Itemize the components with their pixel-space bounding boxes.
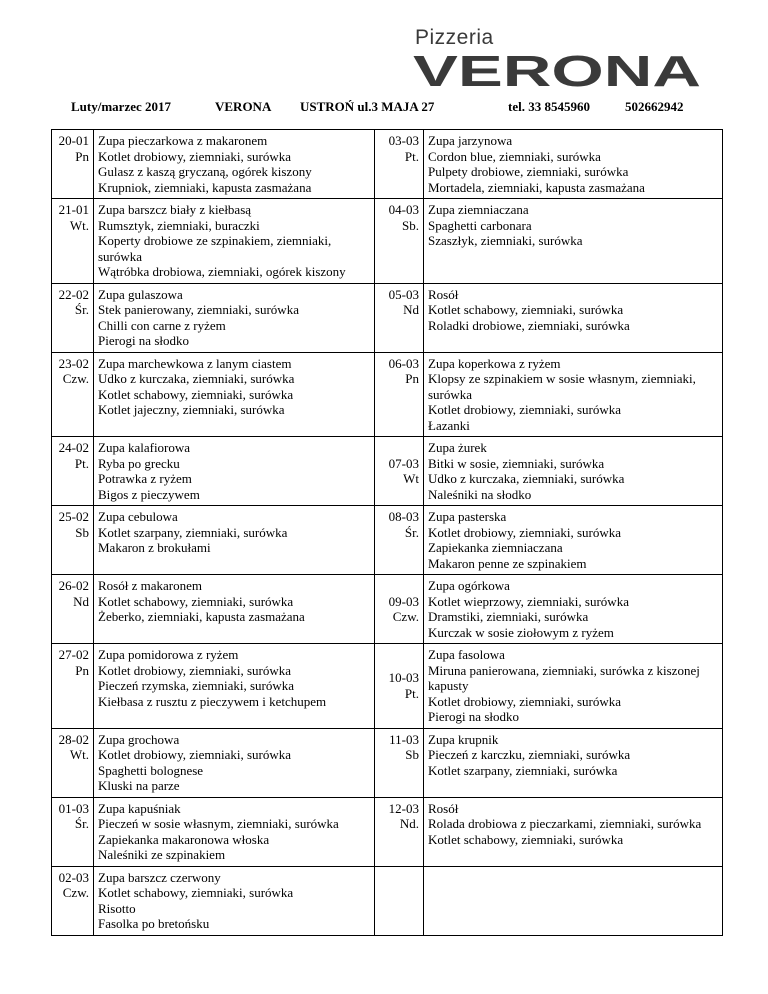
date-label: 09-03 (388, 593, 419, 609)
date-label: 11-03 (389, 731, 419, 747)
meal-item: Kotlet schabowy, ziemniaki, surówka (428, 831, 624, 847)
meal-item: Kotlet wieprzowy, ziemniaki, surówka (428, 593, 629, 609)
meal-item: Fasolka po bretońsku (98, 916, 210, 931)
meal-item: Zupa marchewkowa z lanym ciastem (98, 355, 292, 371)
meal-item: Kiełbasa z rusztu z pieczywem i ketchupem (98, 693, 327, 709)
logo-big-text: VERONA (413, 50, 701, 92)
weekday-label: Nd. (399, 816, 419, 831)
weekday-label: Śr. (74, 302, 89, 317)
pizzeria-logo (413, 26, 703, 94)
meal-item: Zupa pasterska (428, 509, 507, 524)
table-row (52, 866, 723, 935)
menu-header (0, 99, 768, 119)
meal-item: Naleśniki na słodko (428, 486, 532, 502)
weekday-label: Nd (403, 302, 419, 317)
meal-item: Makaron penne ze szpinakiem (428, 555, 587, 571)
weekday-label: Czw. (62, 885, 89, 900)
meals-cell (94, 866, 375, 935)
meal-item: Udko z kurczaka, ziemniaki, surówka (428, 471, 625, 486)
date-label: 22-02 (58, 286, 89, 302)
meal-item: Makaron z brokułami (98, 540, 211, 555)
date-cell (52, 644, 94, 729)
header-name: VERONA (215, 99, 272, 114)
meal-item: Naleśniki ze szpinakiem (98, 847, 226, 862)
meals-cell (424, 130, 723, 199)
meal-item: Potrawka z ryżem (98, 471, 192, 486)
weekday-label: Czw. (392, 609, 419, 624)
date-label: 05-03 (388, 286, 419, 302)
meal-item: Kotlet schabowy, ziemniaki, surówka (428, 302, 624, 317)
meal-item: Kotlet drobiowy, ziemniaki, surówka (428, 693, 622, 709)
weekday-label: Pn (75, 148, 89, 164)
meal-item: Zupa barszcz czerwony (98, 869, 221, 885)
weekday-label: Wt. (69, 747, 89, 762)
meals-cell (424, 866, 723, 935)
meals-cell (424, 352, 723, 437)
meal-item: Żeberko, ziemniaki, kapusta zasmażana (98, 609, 305, 624)
date-cell (52, 352, 94, 437)
meal-item: Zupa kapuśniak (98, 800, 181, 816)
meal-item: Kurczak w sosie ziołowym z ryżem (428, 624, 614, 640)
logo-small-text: Pizzeria (415, 26, 494, 49)
meal-item: Kluski na parze (98, 778, 180, 793)
meal-item: Zupa pieczarkowa z makaronem (98, 133, 268, 148)
table-row (52, 199, 723, 284)
meal-item: Kotlet szarpany, ziemniaki, surówka (98, 524, 288, 540)
table-row (52, 728, 723, 797)
date-label: 27-02 (58, 647, 89, 662)
weekday-label: Czw. (62, 371, 89, 386)
date-cell (375, 352, 424, 437)
meal-item: Kotlet drobiowy, ziemniaki, surówka (428, 524, 622, 540)
meal-item: Rosół z makaronem (98, 578, 202, 593)
table-row (52, 506, 723, 575)
header-phone: tel. 33 8545960 (508, 99, 590, 114)
meal-item: Spaghetti bolognese (98, 762, 204, 778)
meal-item: Roladki drobiowe, ziemniaki, surówka (428, 317, 630, 333)
meal-item: Kotlet schabowy, ziemniaki, surówka (98, 386, 294, 402)
weekday-label: Wt (403, 471, 419, 486)
date-label: 12-03 (388, 800, 419, 816)
date-cell (52, 506, 94, 575)
meal-item: Zupa koperkowa z ryżem (428, 355, 561, 371)
table-row (52, 797, 723, 866)
date-cell (375, 130, 424, 199)
table-row (52, 575, 723, 644)
meal-item: Ryba po grecku (98, 455, 180, 471)
table-row (52, 644, 723, 729)
meal-item: Rolada drobiowa z pieczarkami, ziemniaki, surówka (428, 816, 702, 831)
date-cell (52, 797, 94, 866)
meal-item: Rumsztyk, ziemniaki, buraczki (98, 217, 260, 233)
meal-item: Pulpety drobiowe, ziemniaki, surówka (428, 164, 629, 179)
table-row (52, 352, 723, 437)
weekday-label: Pt. (404, 148, 419, 164)
logo-verona-wordmark (413, 50, 703, 92)
meal-item: Kotlet drobiowy, ziemniaki, surówka (428, 402, 622, 417)
meal-item: Udko z kurczaka, ziemniaki, surówka (98, 371, 295, 386)
meals-cell (94, 575, 375, 644)
meal-item: Pierogi na słodko (98, 333, 189, 348)
meals-cell (94, 728, 375, 797)
meals-cell (424, 506, 723, 575)
meal-item: Krupniok, ziemniaki, kapusta zasmażana (98, 179, 312, 195)
weekday-label: Pt. (74, 455, 89, 471)
meal-item: Zupa gulaszowa (98, 286, 183, 302)
meal-item: Zapiekanka makaronowa włoska (98, 831, 270, 847)
meal-item: Zupa żurek (428, 440, 487, 455)
meal-item: Stek panierowany, ziemniaki, surówka (98, 302, 299, 317)
date-label: 24-02 (58, 440, 89, 455)
meal-item: Bitki w sosie, ziemniaki, surówka (428, 455, 605, 471)
date-cell (375, 199, 424, 284)
date-label: 25-02 (58, 509, 89, 524)
meal-item: Klopsy ze szpinakiem w sosie własnym, ziemniaki, surówka (428, 371, 696, 402)
meal-item: Gulasz z kaszą gryczaną, ogórek kiszony (98, 164, 312, 179)
meal-item: Zupa ziemniaczana (428, 202, 529, 217)
meal-item: Rosół (428, 286, 459, 302)
date-cell (52, 728, 94, 797)
date-label: 21-01 (58, 202, 89, 217)
meal-item: Mortadela, ziemniaki, kapusta zasmażana (428, 179, 645, 195)
meal-item: Pierogi na słodko (428, 709, 519, 724)
weekday-label: Pt. (404, 685, 419, 701)
meals-cell (94, 130, 375, 199)
meals-cell (94, 352, 375, 437)
meal-item: Wątróbka drobiowa, ziemniaki, ogórek kiszony (98, 264, 346, 279)
meal-item: Kotlet drobiowy, ziemniaki, surówka (98, 747, 292, 762)
meal-item: Dramstiki, ziemniaki, surówka (428, 609, 589, 624)
date-label: 28-02 (58, 731, 89, 747)
meal-item: Szaszłyk, ziemniaki, surówka (428, 233, 583, 248)
date-cell (375, 575, 424, 644)
date-cell (375, 728, 424, 797)
date-cell (375, 437, 424, 506)
meal-item: Zupa barszcz biały z kiełbasą (98, 202, 252, 217)
weekday-label: Sb. (402, 217, 419, 233)
date-label: 02-03 (58, 869, 89, 885)
meal-item: Koperty drobiowe ze szpinakiem, ziemniaki, surówka (98, 233, 332, 264)
date-label: 23-02 (58, 355, 89, 371)
meal-item: Pieczeń w sosie własnym, ziemniaki, surówka (98, 816, 339, 831)
meal-item: Kotlet drobiowy, ziemniaki, surówka (98, 662, 292, 678)
header-phone-2: 502662942 (625, 99, 684, 114)
date-label: 20-01 (58, 133, 89, 148)
meals-cell (94, 283, 375, 352)
table-row (52, 283, 723, 352)
date-cell (52, 866, 94, 935)
date-cell (52, 575, 94, 644)
meal-item: Risotto (98, 900, 136, 916)
meals-cell (94, 506, 375, 575)
meal-item: Kotlet schabowy, ziemniaki, surówka (98, 885, 294, 900)
meals-cell (424, 797, 723, 866)
meals-cell (424, 199, 723, 284)
table-row (52, 130, 723, 199)
weekday-label: Pn (405, 371, 419, 386)
date-label: 10-03 (388, 670, 419, 686)
meals-cell (94, 644, 375, 729)
meal-item: Cordon blue, ziemniaki, surówka (428, 148, 601, 164)
date-cell (52, 437, 94, 506)
meal-item: Zupa kalafiorowa (98, 440, 191, 455)
meal-item: Kotlet jajeczny, ziemniaki, surówka (98, 402, 285, 417)
header-address: USTROŃ ul.3 MAJA 27 (300, 99, 435, 114)
date-cell (52, 130, 94, 199)
meal-item: Bigos z pieczywem (98, 486, 200, 502)
date-label: 07-03 (388, 455, 419, 471)
lunch-menu-table (51, 129, 723, 936)
date-cell (375, 506, 424, 575)
meal-item: Pieczeń rzymska, ziemniaki, surówka (98, 678, 295, 693)
date-cell (375, 797, 424, 866)
meal-item: Miruna panierowana, ziemniaki, surówka z kiszonej kapusty (428, 662, 700, 693)
weekday-label: Sb (75, 524, 89, 540)
meal-item: Zupa jarzynowa (428, 133, 513, 148)
weekday-label: Śr. (74, 816, 89, 831)
meals-cell (424, 575, 723, 644)
meals-cell (94, 199, 375, 284)
weekday-label: Sb (405, 747, 419, 762)
meal-item: Pieczeń z karczku, ziemniaki, surówka (428, 747, 631, 762)
meals-cell (94, 797, 375, 866)
date-label: 01-03 (58, 800, 89, 816)
date-cell (375, 283, 424, 352)
date-cell (52, 199, 94, 284)
meals-cell (424, 728, 723, 797)
date-label: 26-02 (58, 578, 89, 593)
meal-item: Zupa krupnik (428, 731, 499, 747)
meal-item: Kotlet schabowy, ziemniaki, surówka (98, 593, 294, 609)
meal-item: Kotlet drobiowy, ziemniaki, surówka (98, 148, 292, 164)
meal-item: Chilli con carne z ryżem (98, 317, 226, 333)
weekday-label: Wt. (69, 217, 89, 233)
date-cell (52, 283, 94, 352)
date-label: 06-03 (388, 355, 419, 371)
weekday-label: Nd (73, 593, 89, 609)
meal-item: Spaghetti carbonara (428, 217, 532, 233)
meals-cell (424, 283, 723, 352)
meal-item: Zupa pomidorowa z ryżem (98, 647, 239, 662)
meal-item: Łazanki (428, 417, 470, 433)
date-cell (375, 866, 424, 935)
header-period: Luty/marzec 2017 (71, 99, 172, 114)
weekday-label: Pn (75, 662, 89, 678)
date-label: 03-03 (388, 133, 419, 148)
meals-cell (424, 644, 723, 729)
meal-item: Zupa fasolowa (428, 647, 505, 662)
meals-cell (424, 437, 723, 506)
table-row (52, 437, 723, 506)
meal-item: Zupa ogórkowa (428, 578, 510, 593)
meals-cell (94, 437, 375, 506)
meal-item: Zupa cebulowa (98, 509, 178, 524)
date-label: 08-03 (388, 509, 419, 524)
date-label: 04-03 (388, 202, 419, 217)
weekday-label: Śr. (404, 524, 419, 540)
meal-item: Kotlet szarpany, ziemniaki, surówka (428, 762, 618, 778)
date-cell (375, 644, 424, 729)
meal-item: Zapiekanka ziemniaczana (428, 540, 563, 555)
meal-item: Zupa grochowa (98, 731, 180, 747)
meal-item: Rosół (428, 800, 459, 816)
